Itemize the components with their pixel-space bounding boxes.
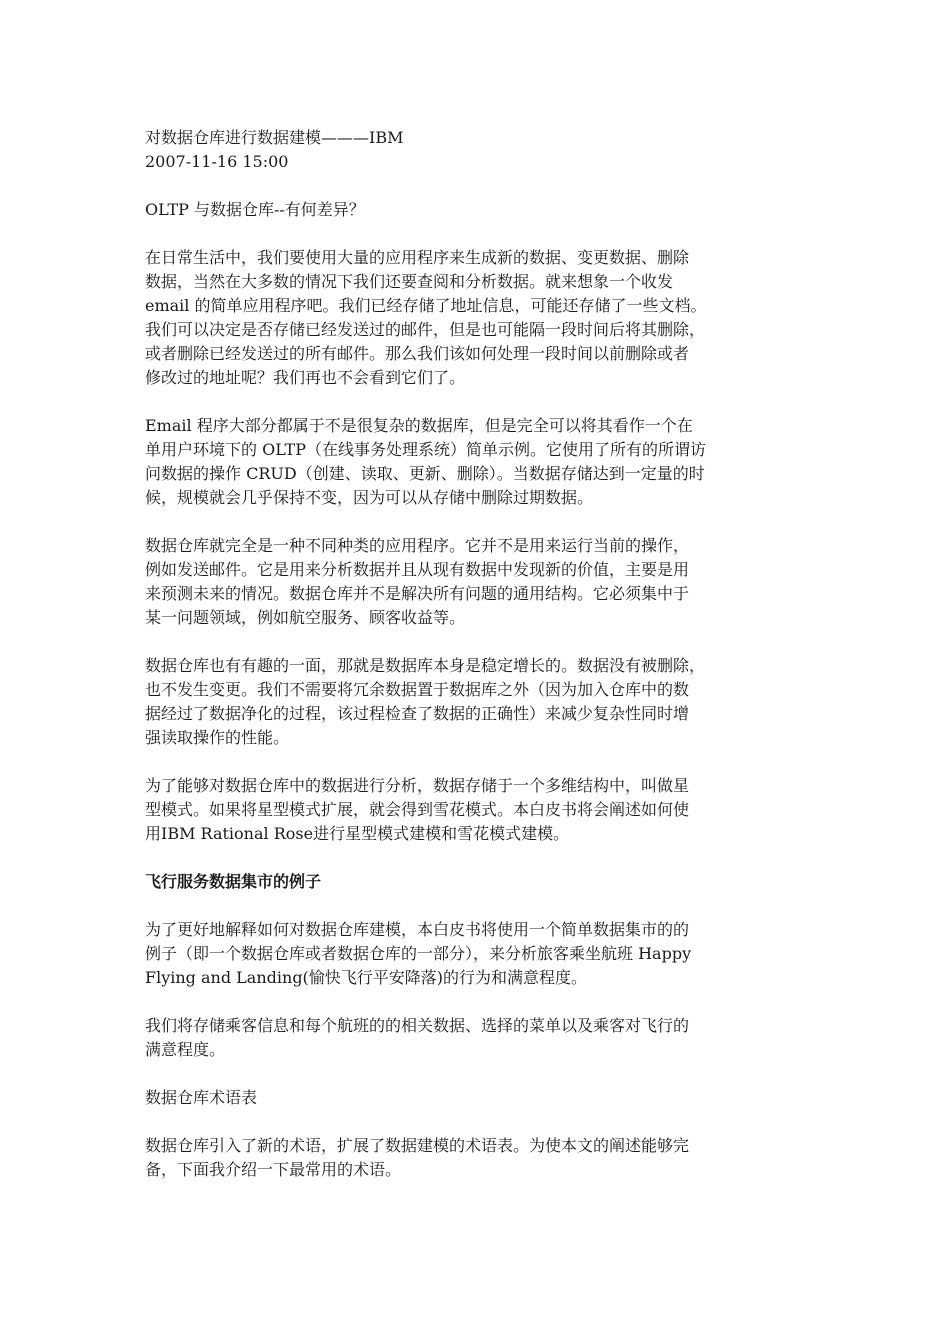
- text-line: 数据仓库术语表: [145, 1088, 258, 1107]
- text-line: OLTP 与数据仓库--有何差异？: [145, 200, 365, 219]
- document-header: [145, 126, 810, 174]
- text-line: 例如发送邮件。它是用来分析数据并且从现有数据中发现新的价值，主要是用: [145, 560, 690, 579]
- text-line: 问数据的操作 CRUD（创建、读取、更新、删除）。当数据存储达到一定量的时: [145, 464, 705, 483]
- text-line: 单用户环境下的 OLTP（在线事务处理系统）简单示例。它使用了所有的所谓访: [145, 440, 706, 459]
- text-line: 数据仓库引入了新的术语，扩展了数据建模的术语表。为使本文的阐述能够完: [145, 1136, 690, 1155]
- paragraph: [145, 1134, 810, 1182]
- text-line: Flying and Landing(愉快飞行平安降落)的行为和满意程度。: [145, 968, 588, 987]
- document-date: 2007-11-16 15:00: [145, 152, 289, 171]
- text-line: 也不发生变更。我们不需要将冗余数据置于数据库之外（因为加入仓库中的数: [145, 680, 690, 699]
- paragraph: [145, 534, 810, 630]
- paragraph: [145, 198, 810, 222]
- text-line: 备，下面我介绍一下最常用的术语。: [145, 1160, 402, 1179]
- paragraph: [145, 1086, 810, 1110]
- paragraph: [145, 918, 810, 990]
- text-line: 据经过了数据净化的过程，该过程检查了数据的正确性）来减少复杂性同时增: [145, 704, 690, 723]
- text-line: 满意程度。: [145, 1040, 226, 1059]
- text-line: 或者删除已经发送过的所有邮件。那么我们该如何处理一段时间以前删除或者: [145, 344, 690, 363]
- text-line: 候，规模就会几乎保持不变，因为可以从存储中删除过期数据。: [145, 488, 594, 507]
- paragraph: [145, 414, 810, 510]
- document-title: 对数据仓库进行数据建模———IBM: [145, 128, 404, 147]
- document-page: [145, 126, 810, 1206]
- text-line: 强读取操作的性能。: [145, 728, 290, 747]
- text-line: Email 程序大部分都属于不是很复杂的数据库，但是完全可以将其看作一个在: [145, 416, 693, 435]
- text-line: 飞行服务数据集市的例子: [145, 872, 322, 891]
- paragraph: [145, 654, 810, 750]
- text-line: 在日常生活中，我们要使用大量的应用程序来生成新的数据、变更数据、删除: [145, 248, 690, 267]
- paragraph: [145, 774, 810, 846]
- text-line: 用IBM Rational Rose进行星型模式建模和雪花模式建模。: [145, 824, 570, 843]
- text-line: 数据仓库也有有趣的一面，那就是数据库本身是稳定增长的。数据没有被删除，: [145, 656, 706, 675]
- text-line: 我们可以决定是否存储已经发送过的邮件，但是也可能隔一段时间后将其删除，: [145, 320, 706, 339]
- text-line: 来预测未来的情况。数据仓库并不是解决所有问题的通用结构。它必须集中于: [145, 584, 690, 603]
- paragraph: [145, 1014, 810, 1062]
- text-line: 为了能够对数据仓库中的数据进行分析，数据存储于一个多维结构中，叫做星: [145, 776, 690, 795]
- text-line: 例子（即一个数据仓库或者数据仓库的一部分），来分析旅客乘坐航班 Happy: [145, 944, 692, 963]
- paragraph: [145, 246, 810, 390]
- text-line: 某一问题领域，例如航空服务、顾客收益等。: [145, 608, 466, 627]
- text-line: 数据，当然在大多数的情况下我们还要查阅和分析数据。就来想象一个收发: [145, 272, 674, 291]
- text-line: 型模式。如果将星型模式扩展，就会得到雪花模式。本白皮书将会阐述如何使: [145, 800, 690, 819]
- text-line: 数据仓库就完全是一种不同种类的应用程序。它并不是用来运行当前的操作，: [145, 536, 690, 555]
- text-line: email 的简单应用程序吧。我们已经存储了地址信息，可能还存储了一些文档。: [145, 296, 707, 315]
- text-line: 为了更好地解释如何对数据仓库建模，本白皮书将使用一个简单数据集市的的: [145, 920, 690, 939]
- section-heading: [145, 870, 810, 894]
- text-line: 我们将存储乘客信息和每个航班的的相关数据、选择的菜单以及乘客对飞行的: [145, 1016, 690, 1035]
- document-body: [145, 198, 810, 1182]
- text-line: 修改过的地址呢？我们再也不会看到它们了。: [145, 368, 466, 387]
